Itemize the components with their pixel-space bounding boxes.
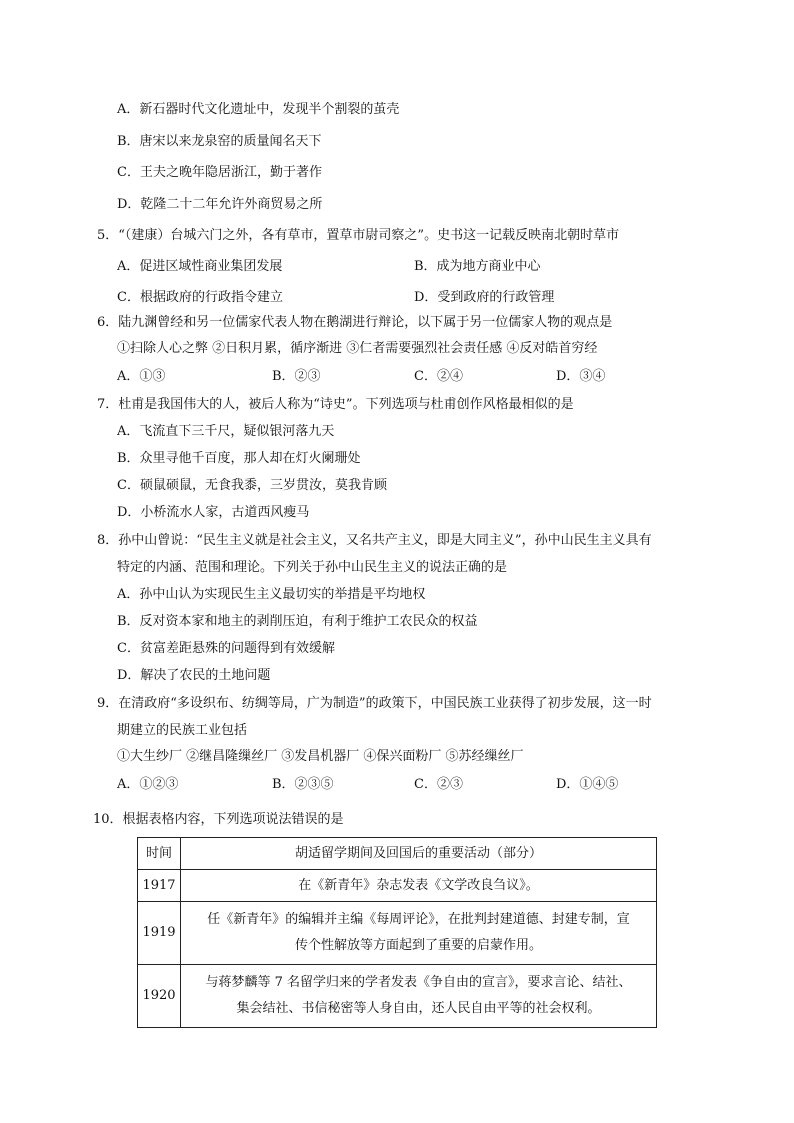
q6-stem: 6．陆九渊曾经和另一位儒家代表人物在鹅湖进行辩论，以下属于另一位儒家人物的观点是: [97, 315, 613, 330]
q6-option-a: A．①③: [117, 369, 166, 384]
table-cell-line: 与蒋梦麟等 7 名留学归来的学者发表《争自由的宣言》，要求言论、结社、: [205, 975, 632, 990]
q9-items: ①大生纱厂 ②继昌隆缫丝厂 ③发昌机器厂 ④保兴面粉厂 ⑤苏经缫丝厂: [117, 749, 524, 764]
q5-stem: 5．“（建康）台城六门之外，各有草市，置草市尉司察之”。史书这一记载反映南北朝时草市: [97, 228, 620, 243]
q4-option-a: A．新石器时代文化遗址中，发现半个割裂的茧壳: [117, 102, 400, 117]
q8-option-d: D．解决了农民的土地问题: [117, 668, 271, 683]
q5-option-b: B．成为地方商业中心: [414, 259, 541, 274]
q10-stem: 10．根据表格内容，下列选项说法错误的是: [93, 812, 344, 827]
table-cell-line: 任《新青年》的编辑并主编《每周评论》，在批判封建道德、封建专制，宣: [207, 912, 630, 927]
q5-option-d: D．受到政府的行政管理: [414, 290, 555, 305]
q8-option-b: B．反对资本家和地主的剥削压迫，有利于维护工农民众的权益: [117, 614, 478, 629]
q7-option-d: D．小桥流水人家，古道西风瘦马: [117, 505, 310, 520]
q7-stem: 7．杜甫是我国伟大的人，被后人称为“诗史”。下列选项与杜甫创作风格最相似的是: [97, 397, 574, 412]
table-row: [138, 965, 657, 1028]
q8-option-a: A．孙中山认为实现民生主义最切实的举措是平均地权: [117, 587, 426, 602]
table-header-row: [138, 838, 657, 870]
q7-option-c: C．硕鼠硕鼠，无食我黍，三岁贯汝，莫我肯顾: [117, 478, 387, 493]
q9-option-a: A．①②③: [117, 777, 179, 792]
q9-stem-line2: 期建立的民族工业包括: [117, 723, 248, 738]
table-cell-activity: [181, 965, 657, 1028]
q8-stem-line1: 8．孙中山曾说：“民生主义就是社会主义，又名共产主义，即是大同主义”，孙中山民生主义具有: [97, 533, 652, 548]
q10-table: [137, 837, 657, 1028]
q8-option-c: C．贫富差距悬殊的问题得到有效缓解: [117, 641, 335, 656]
table-cell-year: 1919: [138, 902, 181, 965]
table-row: [138, 870, 657, 902]
q9-option-b: B．②③⑤: [272, 777, 334, 792]
table-cell-activity: [181, 870, 657, 902]
q6-option-d: D．③④: [556, 369, 606, 384]
q6-option-c: C．②④: [414, 369, 463, 384]
table-cell-line: 在《新青年》杂志发表《文学改良刍议》。: [298, 877, 539, 893]
q4-option-d: D．乾隆二十二年允许外商贸易之所: [117, 197, 323, 212]
table-row: [138, 902, 657, 965]
q4-option-c: C．王夫之晚年隐居浙江，勤于著作: [117, 165, 322, 180]
q6-items: ①扫除人心之弊 ②日积月累，循序渐进 ③仁者需要强烈社会责任感 ④反对皓首穷经: [117, 341, 598, 356]
q5-option-c: C．根据政府的行政指令建立: [117, 290, 283, 305]
q9-stem-line1: 9．在清政府“多设织布、纺绸等局，广为制造”的政策下，中国民族工业获得了初步发展，这一时: [97, 696, 652, 711]
table-cell-year: 1920: [138, 965, 181, 1028]
table-header-time: 时间: [138, 838, 181, 870]
q5-option-a: A．促进区域性商业集团发展: [117, 259, 283, 274]
q9-option-d: D．①④⑤: [556, 777, 619, 792]
table-header-activities: 胡适留学期间及回国后的重要活动（部分）: [181, 838, 657, 870]
q9-option-c: C．②③: [414, 777, 463, 792]
q8-stem-line2: 特定的内涵、范围和理论。下列关于孙中山民生主义的说法正确的是: [117, 560, 508, 575]
table-cell-line: 传个性解放等方面起到了重要的启蒙作用。: [294, 938, 542, 953]
q6-option-b: B．②③: [272, 369, 321, 384]
q4-option-b: B．唐宋以来龙泉窑的质量闻名天下: [117, 134, 322, 149]
table-cell-activity: [181, 902, 657, 965]
table-cell-line: 集会结社、书信秘密等人身自由，还人民自由平等的社会权利。: [236, 1001, 601, 1016]
table-cell-year: 1917: [138, 870, 181, 902]
q7-option-b: B．众里寻他千百度，那人却在灯火阑珊处: [117, 451, 361, 466]
q7-option-a: A．飞流直下三千尺，疑似银河落九天: [117, 424, 335, 439]
